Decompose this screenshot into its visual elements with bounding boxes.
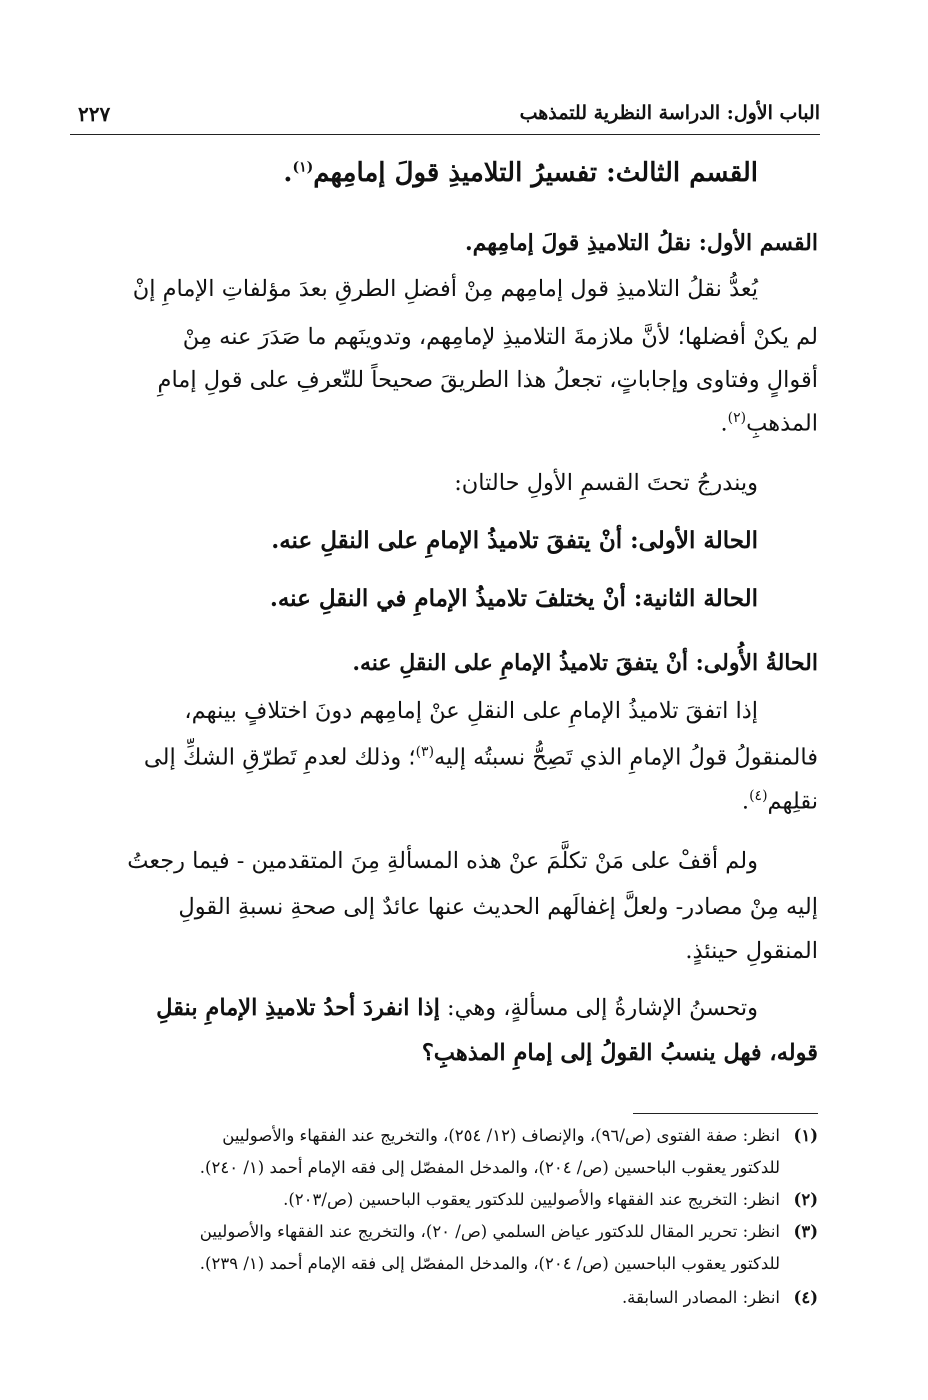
para2-line2-b: ؛ وذلك لعدمِ تَطرّقِ الشكِّ إلى bbox=[143, 744, 416, 771]
footnote-2-line1: انظر: التخريج عند الفقهاء والأصوليين للدكتور يعقوب الباحسين (ص/٢٠٣). bbox=[283, 1190, 780, 1209]
para2-line3-text: نقلِهم bbox=[767, 788, 818, 815]
footnote-2 bbox=[73, 1190, 818, 1209]
part1-heading: القسم الأول: نقلُ التلاميذِ قولَ إمامِهم. bbox=[464, 230, 818, 256]
section-title bbox=[283, 158, 758, 188]
para1-line4-text: المذهبِ bbox=[746, 410, 818, 437]
running-header bbox=[70, 100, 820, 135]
intro-cases: ويندرجُ تحتَ القسمِ الأولِ حالتان: bbox=[454, 470, 758, 496]
section-title-tail: . bbox=[283, 158, 293, 188]
page-number: ٢٢٧ bbox=[78, 102, 111, 126]
footnote-4-number: (٤) bbox=[793, 1288, 818, 1307]
para3-line2: إليه مِنْ مصادر- ولعلَّ إغفالَهم الحديث عنها عائدٌ إلى صحةِ نسبةِ القولِ bbox=[178, 894, 818, 920]
footnote-4 bbox=[73, 1288, 818, 1307]
para1-line3: أقوالٍ وفتاوى وإجاباتٍ، تجعلُ هذا الطريقَ صحيحاً للتّعرفِ على قولِ إمامِ bbox=[157, 367, 818, 393]
section-title-text: القسم الثالث: تفسيرُ التلاميذِ قولَ إمامِهم bbox=[313, 158, 758, 188]
para2-line1: إذا اتفقَ تلاميذُ الإمامِ على النقلِ عنْ إمامِهم دونَ اختلافٍ بينهم، bbox=[184, 698, 758, 724]
footnote-3-line1: انظر: تحرير المقال للدكتور عياض السلمي (ص/ ٢٠)، والتخريج عند الفقهاء والأصوليين bbox=[199, 1222, 780, 1241]
footnote-ref-1[interactable]: (١) bbox=[292, 159, 314, 176]
para4-line2: قوله، فهل ينسبُ القولُ إلى إمامِ المذهبِ؟ bbox=[421, 1040, 818, 1066]
para4-line1-a: وتحسنُ الإشارةُ إلى مسألةٍ، وهي: bbox=[439, 995, 758, 1021]
para2-line2 bbox=[73, 744, 818, 771]
para2-line2-a: فالمنقولُ قولُ الإمامِ الذي تَصِحُّ نسبتُه إليه bbox=[434, 744, 818, 771]
para1-line4-tail: . bbox=[720, 410, 728, 437]
para3-line3: المنقولِ حينئذٍ. bbox=[685, 938, 818, 964]
para2-line3 bbox=[73, 788, 818, 815]
footnote-1-line1: انظر: صفة الفتوى (ص/٩٦)، والإنصاف (١٢/ ٢٥٤)، والتخريج عند الفقهاء والأصوليين bbox=[222, 1126, 780, 1145]
footnote-4-line1: انظر: المصادر السابقة. bbox=[621, 1288, 780, 1307]
para2-line3-tail: . bbox=[741, 788, 750, 815]
footnote-1-line2: للدكتور يعقوب الباحسين (ص/ ٢٠٤)، والمدخل المفصّل إلى فقه الإمام أحمد (١/ ٢٤٠). bbox=[199, 1158, 780, 1177]
footnote-ref-3[interactable]: (٣) bbox=[415, 744, 435, 760]
para3-line1: ولم أقفْ على مَنْ تكلَّمَ عنْ هذه المسألةِ مِنَ المتقدمين - فيما رجعتُ bbox=[127, 848, 758, 874]
footnote-3-line2: للدكتور يعقوب الباحسين (ص/ ٢٠٤)، والمدخل المفصّل إلى فقه الإمام أحمد (١/ ٢٣٩). bbox=[199, 1254, 780, 1273]
footnote-3 bbox=[73, 1222, 818, 1241]
footnote-3-number: (٣) bbox=[793, 1222, 818, 1241]
para1-line4 bbox=[73, 410, 818, 437]
para1-line2: لم يكنْ أفضلها؛ لأنَّ ملازمةَ التلاميذِ لإمامِهم، وتدوينَهم ما صَدَرَ عنه مِنْ bbox=[182, 324, 818, 350]
case-first: الحالة الأولى: أنْ يتفقَ تلاميذُ الإمامِ على النقلِ عنه. bbox=[271, 527, 758, 554]
running-title: الباب الأول: الدراسة النظرية للتمذهب bbox=[519, 102, 820, 124]
footnote-ref-2[interactable]: (٢) bbox=[727, 410, 747, 426]
footnote-ref-4[interactable]: (٤) bbox=[749, 788, 768, 804]
footnote-2-number: (٢) bbox=[793, 1190, 818, 1209]
case1-heading: الحالةُ الأُولى: أنْ يتفقَ تلاميذُ الإمامِ على النقلِ عنه. bbox=[352, 650, 818, 676]
case-second: الحالة الثانية: أنْ يختلفَ تلاميذُ الإمامِ في النقلِ عنه. bbox=[269, 585, 758, 612]
para1-line1: يُعدُّ نقلُ التلاميذِ قول إمامِهم مِنْ أفضلِ الطرقِ بعدَ مؤلفاتِ الإمامِ إنْ bbox=[132, 276, 758, 302]
para4-line1-b: إذا انفردَ أحدُ تلاميذِ الإمامِ بنقلِ bbox=[156, 995, 440, 1021]
footnote-1-number: (١) bbox=[793, 1126, 818, 1145]
footnote-1 bbox=[73, 1126, 818, 1145]
footnote-separator bbox=[633, 1113, 818, 1114]
para4-line1 bbox=[73, 995, 758, 1021]
